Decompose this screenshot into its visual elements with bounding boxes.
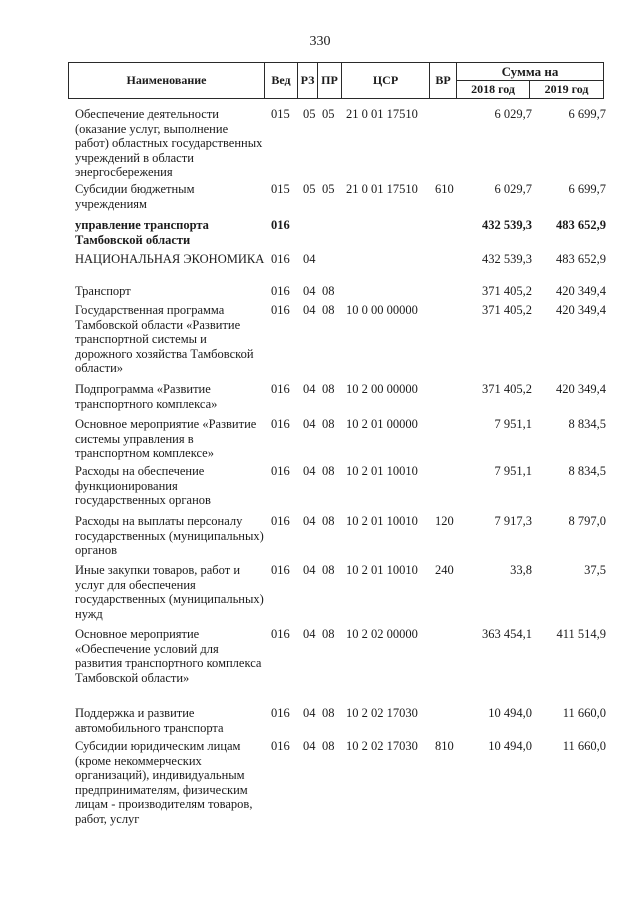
header-csr: ЦСР <box>342 63 430 98</box>
row-ved: 016 <box>271 382 290 396</box>
row-vr: 120 <box>435 514 454 528</box>
row-sum-2018: 371 405,2 <box>482 303 532 317</box>
row-ved: 016 <box>271 514 290 528</box>
header-rz: РЗ <box>298 63 318 98</box>
row-pr: 05 <box>322 182 335 196</box>
row-rz: 04 <box>303 706 316 720</box>
row-ved: 016 <box>271 417 290 431</box>
row-name: Подпрограмма «Развитие транспортного комплекса» <box>75 382 218 411</box>
row-name: Субсидии юридическим лицам (кроме некоммерческих организаций), индивидуальным предпринимателям, физическим лицам - производителям товаров, работ, услуг <box>75 739 253 826</box>
row-sum-2018: 7 951,1 <box>494 464 532 478</box>
header-ved: Вед <box>265 63 298 98</box>
row-rz: 04 <box>303 627 316 641</box>
row-csr: 10 2 02 17030 <box>346 739 418 753</box>
row-rz: 04 <box>303 382 316 396</box>
row-sum-2018: 432 539,3 <box>482 252 532 266</box>
row-csr: 21 0 01 17510 <box>346 182 418 196</box>
row-sum-2018: 33,8 <box>510 563 532 577</box>
row-name: Иные закупки товаров, работ и услуг для обеспечения государственных (муниципальных) нужд <box>75 563 264 621</box>
row-ved: 016 <box>271 706 290 720</box>
row-sum-2019: 420 349,4 <box>556 284 606 298</box>
row-csr: 10 2 02 00000 <box>346 627 418 641</box>
header-sum-group <box>457 63 603 98</box>
row-name: Субсидии бюджетным учреждениям <box>75 182 195 211</box>
row-pr: 05 <box>322 107 335 121</box>
row-sum-2019: 6 699,7 <box>568 182 606 196</box>
row-rz: 04 <box>303 303 316 317</box>
row-pr: 08 <box>322 417 335 431</box>
row-name: Расходы на обеспечение функционирования государственных органов <box>75 464 211 507</box>
row-name: Основное мероприятие «Развитие системы управления в транспортном комплексе» <box>75 417 257 460</box>
row-vr: 810 <box>435 739 454 753</box>
header-year-2018: 2018 год <box>457 81 530 98</box>
header-vr: ВР <box>430 63 457 98</box>
row-pr: 08 <box>322 514 335 528</box>
row-name: НАЦИОНАЛЬНАЯ ЭКОНОМИКА <box>75 252 265 266</box>
row-sum-2018: 363 454,1 <box>482 627 532 641</box>
row-rz: 04 <box>303 563 316 577</box>
row-ved: 016 <box>271 464 290 478</box>
row-sum-2018: 432 539,3 <box>482 218 532 232</box>
header-pr: ПР <box>318 63 342 98</box>
row-ved: 016 <box>271 218 290 232</box>
row-sum-2019: 483 652,9 <box>556 218 606 232</box>
row-pr: 08 <box>322 284 335 298</box>
row-sum-2019: 8 834,5 <box>568 464 606 478</box>
row-name: Основное мероприятие «Обеспечение условий для развития транспортного комплекса Тамбовской области» <box>75 627 262 685</box>
header-sum-title: Сумма на <box>457 63 603 81</box>
row-rz: 04 <box>303 252 316 266</box>
row-csr: 10 2 01 10010 <box>346 514 418 528</box>
row-ved: 015 <box>271 182 290 196</box>
row-rz: 05 <box>303 107 316 121</box>
row-sum-2019: 420 349,4 <box>556 382 606 396</box>
row-pr: 08 <box>322 303 335 317</box>
row-rz: 04 <box>303 284 316 298</box>
row-rz: 04 <box>303 739 316 753</box>
row-ved: 016 <box>271 563 290 577</box>
row-sum-2019: 37,5 <box>584 563 606 577</box>
row-name: Обеспечение деятельности (оказание услуг, выполнение работ) областных государственных учреждений в области энергосбережения <box>75 107 263 179</box>
row-pr: 08 <box>322 706 335 720</box>
row-pr: 08 <box>322 563 335 577</box>
row-csr: 21 0 01 17510 <box>346 107 418 121</box>
row-sum-2019: 8 834,5 <box>568 417 606 431</box>
header-name: Наименование <box>69 63 265 98</box>
row-rz: 04 <box>303 417 316 431</box>
row-pr: 08 <box>322 382 335 396</box>
row-name: Расходы на выплаты персоналу государственных (муниципальных) органов <box>75 514 264 557</box>
row-ved: 016 <box>271 739 290 753</box>
row-sum-2018: 10 494,0 <box>488 706 532 720</box>
row-sum-2018: 7 917,3 <box>494 514 532 528</box>
row-pr: 08 <box>322 739 335 753</box>
row-sum-2019: 8 797,0 <box>568 514 606 528</box>
row-sum-2018: 6 029,7 <box>494 182 532 196</box>
row-csr: 10 2 01 10010 <box>346 464 418 478</box>
row-csr: 10 0 00 00000 <box>346 303 418 317</box>
row-name: Поддержка и развитие автомобильного транспорта <box>75 706 224 735</box>
row-vr: 240 <box>435 563 454 577</box>
row-sum-2018: 10 494,0 <box>488 739 532 753</box>
row-sum-2018: 371 405,2 <box>482 284 532 298</box>
row-sum-2019: 6 699,7 <box>568 107 606 121</box>
table-header <box>68 62 604 99</box>
row-csr: 10 2 00 00000 <box>346 382 418 396</box>
row-sum-2019: 11 660,0 <box>562 739 606 753</box>
row-ved: 015 <box>271 107 290 121</box>
row-csr: 10 2 01 10010 <box>346 563 418 577</box>
row-sum-2018: 371 405,2 <box>482 382 532 396</box>
row-sum-2019: 483 652,9 <box>556 252 606 266</box>
row-csr: 10 2 02 17030 <box>346 706 418 720</box>
header-year-2019: 2019 год <box>544 82 589 96</box>
row-rz: 04 <box>303 514 316 528</box>
row-name: Государственная программа Тамбовской области «Развитие транспортной системы и дорожного хозяйства Тамбовской области» <box>75 303 254 375</box>
row-pr: 08 <box>322 464 335 478</box>
row-csr: 10 2 01 00000 <box>346 417 418 431</box>
page-number: 330 <box>309 34 331 49</box>
row-sum-2018: 6 029,7 <box>494 107 532 121</box>
row-name: Транспорт <box>75 284 131 298</box>
row-sum-2019: 420 349,4 <box>556 303 606 317</box>
row-ved: 016 <box>271 627 290 641</box>
row-name: управление транспорта Тамбовской области <box>75 218 209 247</box>
row-ved: 016 <box>271 252 290 266</box>
row-sum-2019: 411 514,9 <box>556 627 606 641</box>
row-ved: 016 <box>271 284 290 298</box>
row-sum-2019: 11 660,0 <box>562 706 606 720</box>
row-rz: 05 <box>303 182 316 196</box>
row-pr: 08 <box>322 627 335 641</box>
row-ved: 016 <box>271 303 290 317</box>
row-sum-2018: 7 951,1 <box>494 417 532 431</box>
row-vr: 610 <box>435 182 454 196</box>
row-rz: 04 <box>303 464 316 478</box>
